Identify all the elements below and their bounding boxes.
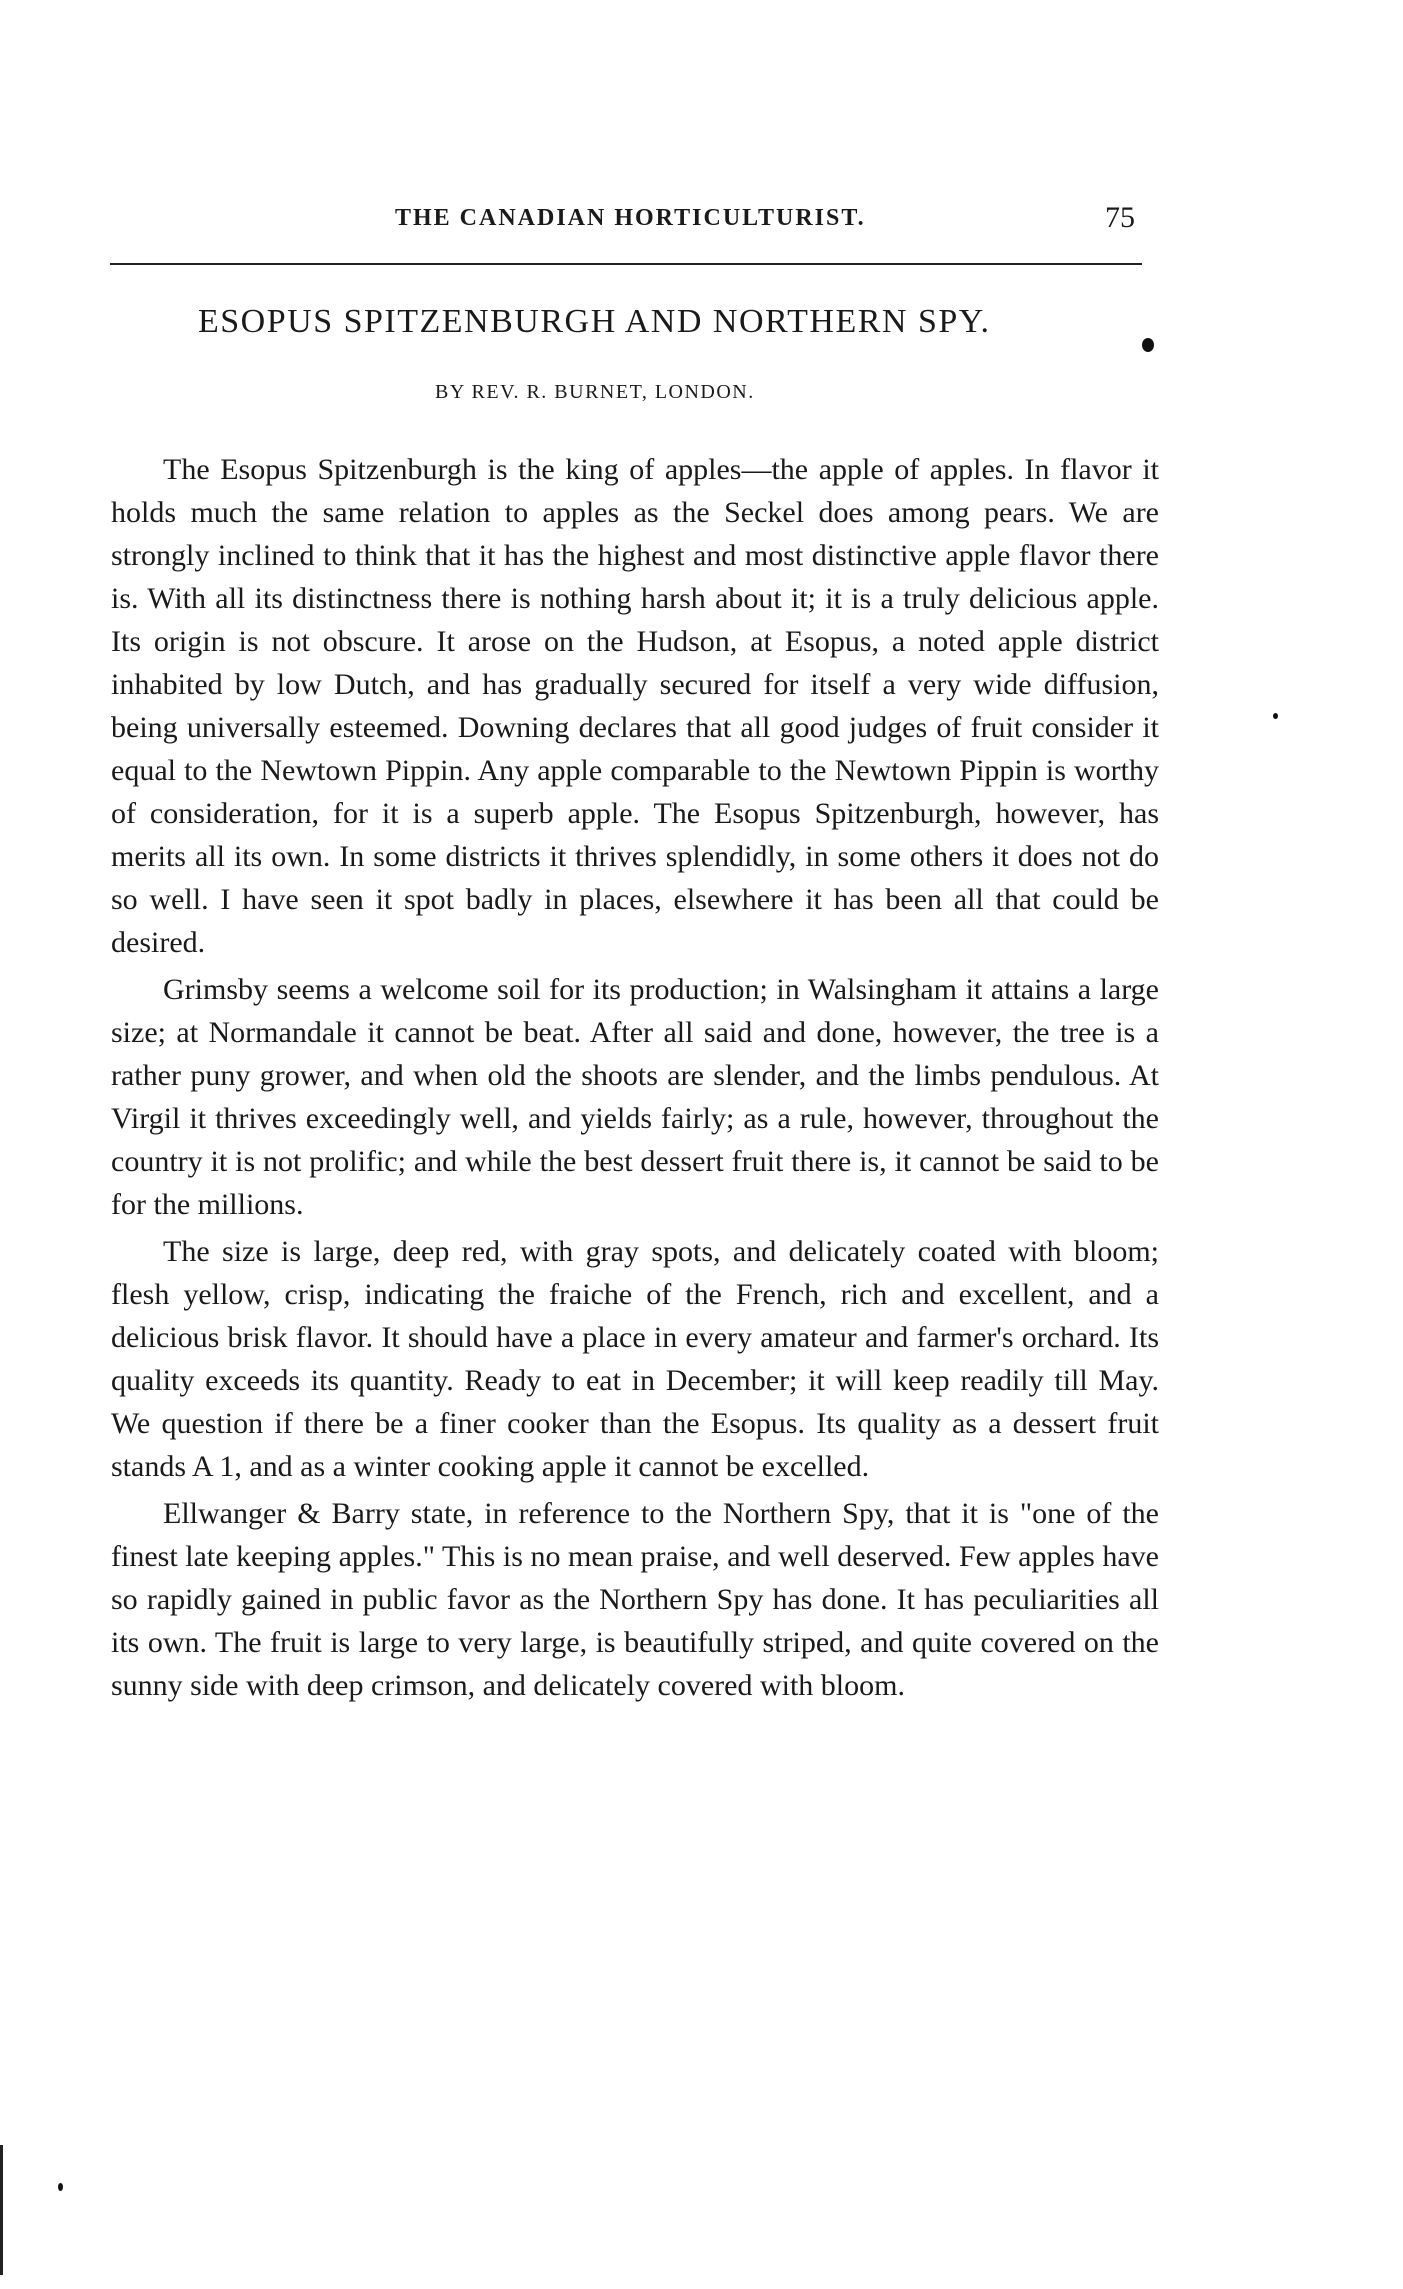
paragraph: The Esopus Spitzenburgh is the king of apples—the apple of apples. In flavor it holds much the same relation to apples as the Seckel does among pears. We are strongly inclined to think that it has the highest and most distinctive apple flavor there is. With all its distinctness there is nothing harsh about it; it is a truly delicious apple. Its origin is not obscure. It arose on the Hudson, at Esopus, a noted apple district inhabited by low Dutch, and has gradually secured for itself a very wide diffusion, being universally esteemed. Downing declares that all good judges of fruit consider it equal to the Newtown Pippin. Any apple comparable to the Newtown Pippin is worthy of consideration, for it is a superb apple. The Esopus Spitzenburgh, however, has merits all its own. In some districts it thrives splendidly, in some others it does not do so well. I have seen it spot badly in places, elsewhere it has been all that could be desired. bbox=[111, 453, 1159, 959]
ink-speck bbox=[58, 2183, 63, 2191]
ink-speck bbox=[1273, 713, 1278, 719]
paragraph: Ellwanger & Barry state, in reference to the Northern Spy, that it is "one of the finest late keeping apples." This is no mean praise, and well deserved. Few apples have so rapidly gained in public favor as the Northern Spy has done. It has peculiarities all its own. The fruit is large to very large, is beautifully striped, and quite covered on the sunny side with deep crimson, and delicately covered with bloom. bbox=[111, 1497, 1159, 1702]
byline: BY REV. R. BURNET, LONDON. bbox=[435, 381, 755, 403]
page-number: 75 bbox=[1105, 201, 1135, 234]
article-body bbox=[111, 448, 1159, 1711]
running-title: THE CANADIAN HORTICULTURIST. bbox=[395, 205, 866, 231]
article-title: ESOPUS SPITZENBURGH AND NORTHERN SPY. bbox=[198, 303, 991, 340]
ink-speck bbox=[1142, 338, 1154, 352]
running-head bbox=[0, 201, 1403, 239]
paragraph: The size is large, deep red, with gray spots, and delicately coated with bloom; flesh yellow, crisp, indicating the fraiche of the French, rich and excellent, and a delicious brisk flavor. It should have a place in every amateur and farmer's orchard. Its quality exceeds its quantity. Ready to eat in December; it will keep readily till May. We question if there be a finer cooker than the Esopus. Its quality as a dessert fruit stands A 1, and as a winter cooking apple it cannot be excelled. bbox=[111, 1235, 1159, 1483]
header-rule bbox=[110, 263, 1142, 265]
scan-edge-line bbox=[0, 2145, 3, 2275]
paragraph: Grimsby seems a welcome soil for its production; in Walsingham it attains a large size; at Normandale it cannot be beat. After all said and done, however, the tree is a rather puny grower, and when old the shoots are slender, and the limbs pendulous. At Virgil it thrives exceedingly well, and yields fairly; as a rule, however, throughout the country it is not prolific; and while the best dessert fruit there is, it cannot be said to be for the millions. bbox=[111, 973, 1159, 1221]
